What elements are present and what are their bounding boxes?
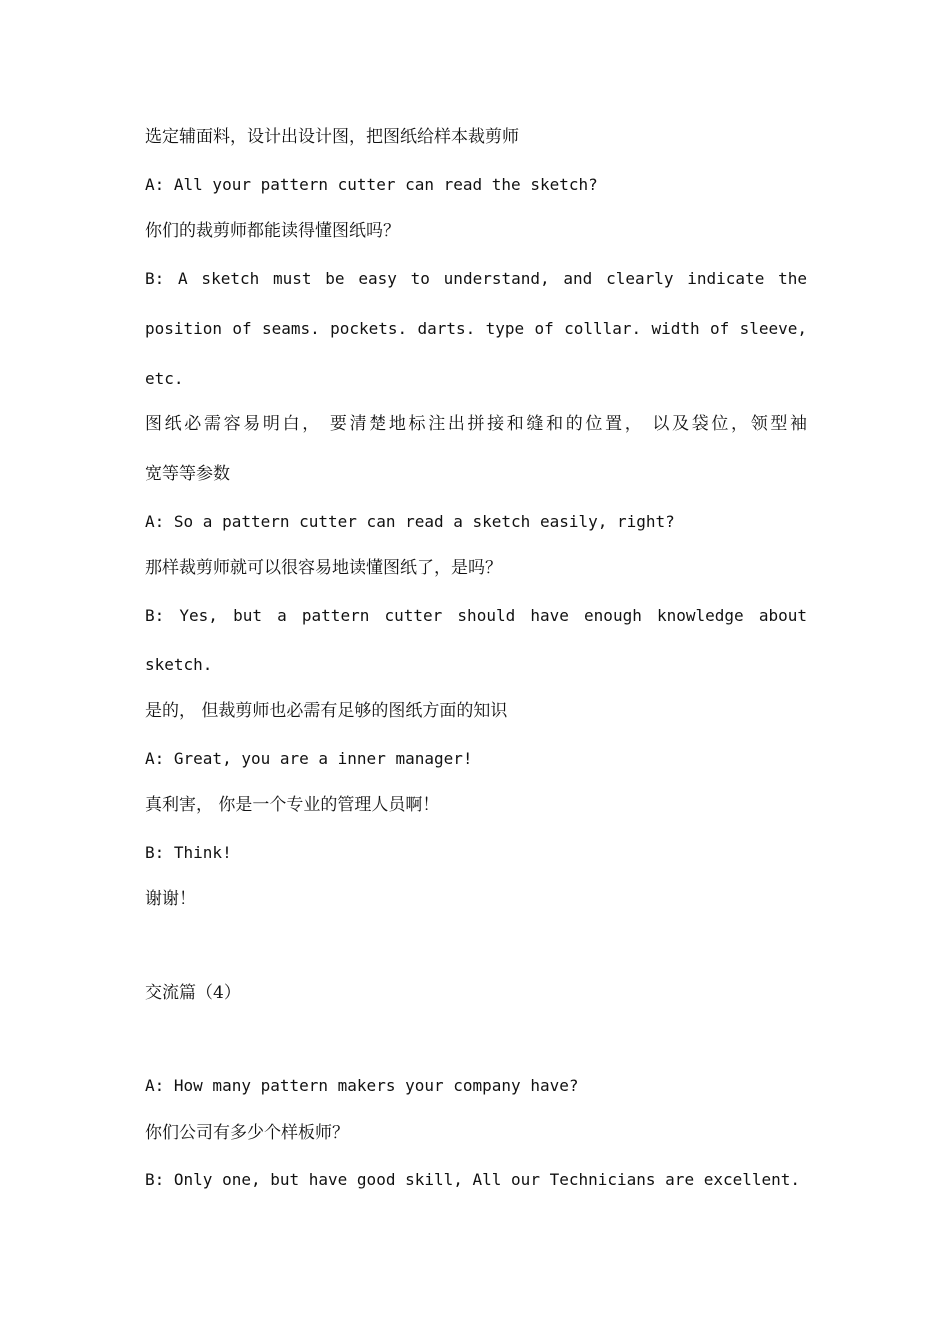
paragraph-line: B: Think!: [145, 843, 232, 862]
paragraph-line: 宽等等参数: [145, 464, 230, 484]
paragraph-line: 是的， 但裁剪师也必需有足够的图纸方面的知识: [145, 701, 508, 721]
paragraph-line: sketch.: [145, 655, 213, 674]
paragraph-line: 你们公司有多少个样板师？: [145, 1123, 349, 1143]
paragraph-line: 选定辅面料，设计出设计图，把图纸给样本裁剪师: [145, 127, 519, 147]
paragraph-line: 谢谢！: [145, 889, 196, 909]
paragraph-line: A: Great, you are a inner manager!: [145, 749, 473, 768]
paragraph-line: A: So a pattern cutter can read a sketch easily, right?: [145, 512, 675, 531]
paragraph-line: A: All your pattern cutter can read the sketch?: [145, 175, 598, 194]
paragraph-line: 你们的裁剪师都能读得懂图纸吗？: [145, 221, 400, 241]
section-heading: 交流篇（4）: [145, 983, 241, 1003]
paragraph-line: 真利害， 你是一个专业的管理人员啊！: [145, 795, 440, 815]
paragraph-line: B: Yes, but a pattern cutter should have enough knowledge about: [145, 606, 807, 625]
paragraph-line: 图纸必需容易明白， 要清楚地标注出拼接和缝和的位置， 以及袋位，领型袖: [145, 414, 807, 434]
paragraph-line: position of seams. pockets. darts. type of colllar. width of sleeve,: [145, 319, 807, 338]
paragraph-line: 那样裁剪师就可以很容易地读懂图纸了，是吗？: [145, 558, 502, 578]
paragraph-line: A: How many pattern makers your company have?: [145, 1076, 579, 1095]
paragraph-line: B: Only one, but have good skill, All our Technicians are excellent.: [145, 1170, 801, 1189]
paragraph-line: etc.: [145, 369, 184, 388]
paragraph-line: B: A sketch must be easy to understand, and clearly indicate the: [145, 269, 807, 288]
